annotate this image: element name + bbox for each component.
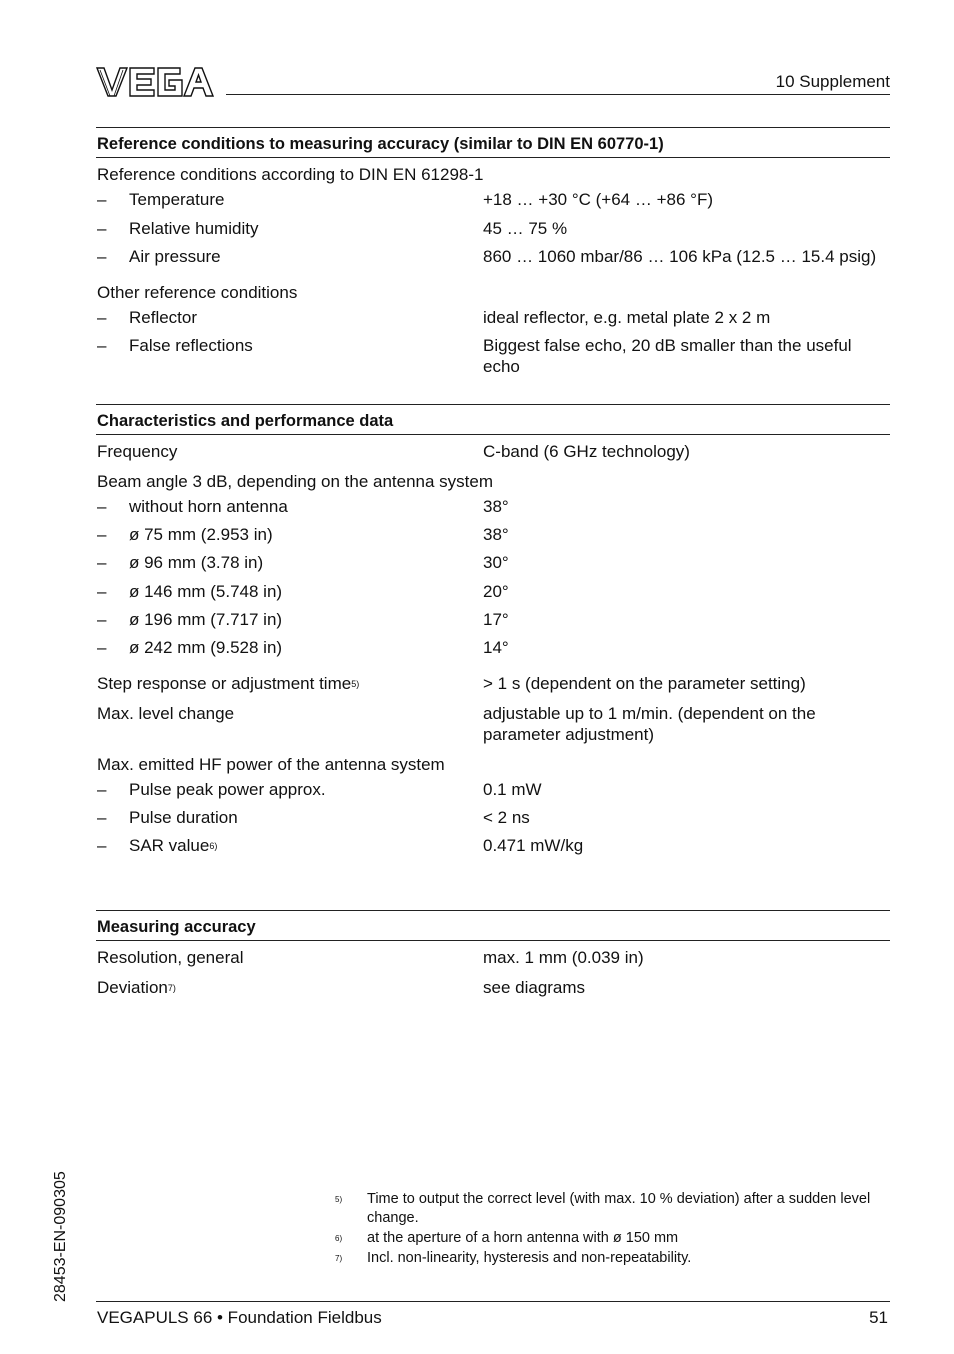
row-label: ø 196 mm (7.717 in) xyxy=(129,610,283,629)
row-label: Beam angle 3 dB, depending on the antenna system xyxy=(97,472,494,491)
row-value: ideal reflector, e.g. metal plate 2 x 2 m xyxy=(483,308,771,327)
page-number: 51 xyxy=(869,1308,888,1327)
row-value: 20° xyxy=(483,582,509,601)
row-value: 0.471 mW/kg xyxy=(483,836,584,855)
row-label: Deviation$^{7)}$ xyxy=(97,978,176,997)
dash-bullet: – xyxy=(97,582,107,601)
footnote xyxy=(335,1249,890,1269)
row-value: C-band (6 GHz technology) xyxy=(483,442,690,461)
row-value: 0.1 mW xyxy=(483,780,542,799)
row-value: < 2 ns xyxy=(483,808,530,827)
header-section: 10 Supplement xyxy=(775,72,890,91)
row-value: 14° xyxy=(483,638,509,657)
footnote-ref: 7) xyxy=(167,983,176,993)
dash-bullet: – xyxy=(97,638,107,657)
footer-title: VEGAPULS 66 • Foundation Fieldbus xyxy=(97,1308,382,1327)
row-label: Step response or adjustment time$^{5)}$ xyxy=(97,674,360,693)
footer-rule xyxy=(96,1301,890,1302)
section-rule-bottom xyxy=(96,434,890,435)
dash-bullet: – xyxy=(97,808,107,827)
row-label: Pulse duration xyxy=(129,808,238,827)
row-value: Biggest false echo, 20 dB smaller than the useful echo xyxy=(483,336,852,376)
document-id: 28453-EN-090305 xyxy=(52,1171,69,1302)
section-rule-top xyxy=(96,910,890,911)
footnote xyxy=(335,1229,890,1249)
row-value: 30° xyxy=(483,553,509,572)
row-label: ø 75 mm (2.953 in) xyxy=(129,525,273,544)
dash-bullet: – xyxy=(97,308,107,327)
row-label: Pulse peak power approx. xyxy=(129,780,326,799)
dash-bullet: – xyxy=(97,336,107,355)
footnote-text: Time to output the correct level (with max. 10 % deviation) after a sudden level change. xyxy=(367,1191,871,1226)
section-rule-bottom xyxy=(96,157,890,158)
row-value: 860 … 1060 mbar/86 … 106 kPa (12.5 … 15.4 psig) xyxy=(483,247,877,266)
row-label: Resolution, general xyxy=(97,948,244,967)
footnote-text: at the aperture of a horn antenna with ø 150 mm xyxy=(367,1230,679,1246)
footnote-ref: 6) xyxy=(209,841,218,851)
section-title-reference-conditions: Reference conditions to measuring accuracy (similar to DIN EN 60770-1) xyxy=(97,135,664,153)
row-label: Frequency xyxy=(97,442,178,461)
row-label: Temperature xyxy=(129,190,225,209)
row-label: without horn antenna xyxy=(129,497,288,516)
row-value: 17° xyxy=(483,610,509,629)
dash-bullet: – xyxy=(97,836,107,855)
row-value: 45 … 75 % xyxy=(483,219,568,238)
row-label: Relative humidity xyxy=(129,219,259,238)
row-value: see diagrams xyxy=(483,978,586,997)
row-value: 38° xyxy=(483,525,509,544)
section-rule-top xyxy=(96,127,890,128)
row-value: 38° xyxy=(483,497,509,516)
footnote-text: Incl. non-linearity, hysteresis and non-repeatability. xyxy=(367,1250,692,1266)
section-title-measuring-accuracy: Measuring accuracy xyxy=(97,918,256,936)
row-label: ø 146 mm (5.748 in) xyxy=(129,582,283,601)
row-label: False reflections xyxy=(129,336,253,355)
row-value: > 1 s (dependent on the parameter setting) xyxy=(483,674,806,693)
row-label: Reference conditions according to DIN EN 61298-1 xyxy=(97,165,484,184)
section-rule-top xyxy=(96,404,890,405)
dash-bullet: – xyxy=(97,780,107,799)
dash-bullet: – xyxy=(97,553,107,572)
footnote-number: 6) xyxy=(335,1234,343,1243)
dash-bullet: – xyxy=(97,190,107,209)
vega-logo xyxy=(96,66,214,98)
dash-bullet: – xyxy=(97,525,107,544)
section-rule-bottom xyxy=(96,940,890,941)
row-value: max. 1 mm (0.039 in) xyxy=(483,948,644,967)
row-label: SAR value$^{6)}$ xyxy=(129,836,218,855)
row-label: Reflector xyxy=(129,308,198,327)
row-label: Air pressure xyxy=(129,247,221,266)
row-label: Max. emitted HF power of the antenna system xyxy=(97,755,445,774)
row-label: ø 242 mm (9.528 in) xyxy=(129,638,283,657)
row-label: Other reference conditions xyxy=(97,283,298,302)
header-rule xyxy=(226,94,890,95)
dash-bullet: – xyxy=(97,219,107,238)
dash-bullet: – xyxy=(97,247,107,266)
dash-bullet: – xyxy=(97,497,107,516)
footnote-number: 7) xyxy=(335,1254,343,1263)
row-label: Max. level change xyxy=(97,704,235,723)
footnote xyxy=(335,1190,890,1230)
section-title-characteristics: Characteristics and performance data xyxy=(97,412,394,430)
footnote-ref: 5) xyxy=(351,679,360,689)
footnote-number: 5) xyxy=(335,1195,343,1204)
row-value: adjustable up to 1 m/min. (dependent on the parameter adjustment) xyxy=(483,704,816,744)
row-value: +18 … +30 °C (+64 … +86 °F) xyxy=(483,190,713,209)
row-label: ø 96 mm (3.78 in) xyxy=(129,553,264,572)
dash-bullet: – xyxy=(97,610,107,629)
